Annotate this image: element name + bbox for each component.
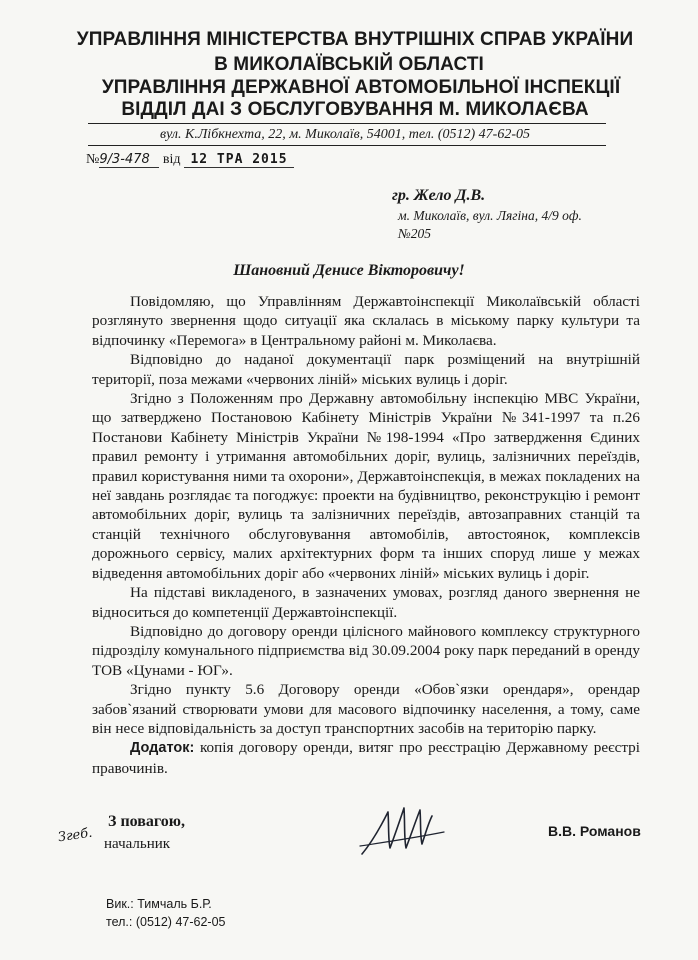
executor-phone: тел.: (0512) 47-62-05 (106, 915, 226, 929)
header-region-title: В МИКОЛАЇВСЬКІЙ ОБЛАСТІ (214, 54, 484, 75)
signer-name: В.В. Романов (548, 823, 641, 839)
header-divider-top (88, 123, 606, 124)
signer-position: начальник (104, 836, 171, 852)
handwritten-note: Згеб. (57, 825, 94, 846)
attachment-paragraph (92, 738, 640, 778)
executor-name: Вик.: Тимчаль Б.Р. (106, 897, 212, 911)
attachment-text: копія договору оренди, витяг про реєстрацію Державному реєстрі правочинів. (92, 739, 640, 777)
recipient-address-line: №205 (398, 226, 431, 241)
recipient-name: гр. Жело Д.В. (392, 187, 486, 204)
recipient-address (398, 207, 628, 243)
letter-body (92, 292, 640, 778)
body-paragraph: Відповідно до договору оренди цілісного майнового комплексу структурного підрозділу комунального підприємства від 30.09.2004 року парк переданий в оренду ТОВ «Цунами - ЮГ». (92, 622, 640, 679)
header-department-title: ВІДДІЛ ДАІ З ОБСЛУГОВУВАННЯ М. МИКОЛАЄВА (121, 99, 589, 120)
body-paragraph: Згідно з Положенням про Державну автомобільну інспекцію МВС України, що затверджено Постановою Кабінету Міністрів України №341-1997 та п.26 Постанови Кабінету Міністрів України №198-1994 «Про затвердження Єдиних правил ремонту і утримання автомобільних доріг, вулиць, залізничних переїздів, правил користування ними та охорони», Державтоінспекція, в межах покладених на неї завдань розглядає та погоджує: проекти на будівництво, реконструкцію і ремонт автомобільних доріг, вулиць та залізничних переїздів, автозаправних станцій та станцій технічного обслуговування автомобілів, автостоянок, комплексів дорожнього сервісу, малих архітектурних форм та інших споруд лише у межах відведення автомобільних доріг або «червоних ліній» міських вулиць і доріг. (92, 390, 640, 582)
reference-number-label: № (86, 152, 100, 167)
recipient-address-line: м. Миколаїв, вул. Лягіна, 4/9 оф. (398, 208, 582, 223)
handwritten-signature (358, 802, 448, 860)
body-paragraph: Згідно пункту 5.6 Договору оренди «Обов`язки орендаря», орендар забов`язаний створювати умови для масового відпочинку населення, а тому, саме він несе відповідальність за доступ транспортних засобів на територію парку. (92, 681, 640, 737)
body-paragraph: Відповідно до наданої документації парк розміщений на внутрішній території, поза межами «червоних ліній» міських вулиць і доріг. (92, 351, 640, 388)
header-address: вул. К.Лібкнехта, 22, м. Миколаїв, 54001, тел. (0512) 47-62-05 (160, 127, 530, 142)
body-paragraph: На підставі викладеного, в зазначених умовах, розгляд даного звернення не відноситься до компетенції Державтоінспекції. (92, 584, 640, 621)
attachment-label: Додаток: (130, 740, 195, 757)
reference-line (86, 152, 294, 168)
body-paragraph: Повідомляю, що Управлінням Державтоінспекції Миколаївській області розглянуто звернення щодо ситуації яка склалась в міському парку культури та відпочинку «Перемога» в Центральному районі м. Миколаєва. (92, 293, 640, 349)
header-divider-bottom (88, 145, 606, 146)
closing-phrase: З повагою, (108, 813, 185, 830)
greeting: Шановний Денисе Вікторовичу! (233, 262, 465, 279)
header-ministry-title: УПРАВЛІННЯ МІНІСТЕРСТВА ВНУТРІШНІХ СПРАВ УКРАЇНИ (76, 29, 634, 50)
reference-date-stamp: 12 ТРА 2015 (184, 152, 294, 168)
reference-number-value: 9/3-478 (99, 152, 159, 168)
header-inspection-title: УПРАВЛІННЯ ДЕРЖАВНОЇ АВТОМОБІЛЬНОЇ ІНСПЕКЦІЇ (101, 77, 621, 98)
reference-date-label: від (162, 152, 181, 167)
